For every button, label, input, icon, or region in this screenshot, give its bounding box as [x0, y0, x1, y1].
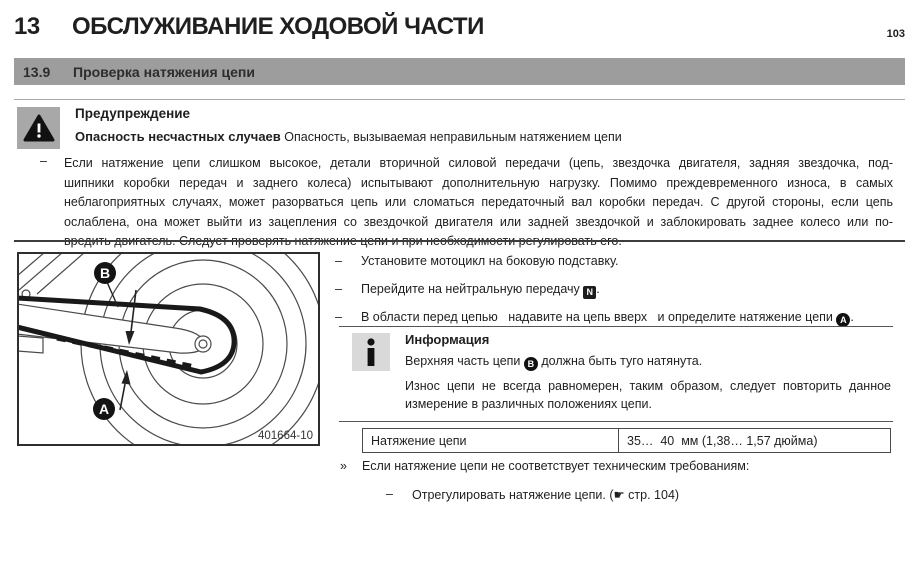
warning-triangle-glyph — [23, 114, 55, 143]
section-title: Проверка натяжения цепи — [73, 63, 255, 80]
instructions-column — [335, 252, 893, 552]
step-neutral-gear — [335, 281, 893, 299]
divider-thin — [14, 99, 905, 100]
warning-line: ослаблена, она может выйти из зацепления со звездочкой двигателя или задней звездочкой и заблокировать заднее колесо или по- — [64, 214, 893, 229]
step-text-after: . — [850, 310, 854, 324]
info-line2b: измерение в различных положениях цепи. — [405, 397, 652, 411]
warning-title: Предупреждение — [75, 106, 191, 121]
neutral-gear-badge: N — [583, 286, 596, 299]
spec-value-cell: 35… 40 мм (1,38… 1,57 дюйма) — [627, 433, 818, 448]
spec-table — [362, 428, 891, 453]
page-number: 103 — [886, 28, 905, 40]
spec-label-cell: Натяжение цепи — [363, 429, 619, 452]
warning-line: Если натяжение цепи слишком высокое, детали вторичной силовой передачи (цепь, звездочка двигателя, задняя звездочка, под- — [64, 156, 893, 170]
step-text — [361, 281, 600, 299]
step-check-tension — [335, 309, 893, 327]
page-reference: (☛ стр. 104) — [605, 488, 680, 502]
action-label: Отрегулировать натяжение цепи. — [412, 488, 606, 502]
chain-diagram — [17, 252, 320, 446]
warning-hazard-label: Опасность несчастных случаев — [75, 129, 281, 144]
warning-line: неблагоприятных случаях, может разорваться цепь или сломаться передаточный вал коробки передач. С другой стороны, если цепь — [64, 195, 893, 209]
info-line2a: Износ цепи не всегда равномерен, таким образом, следует повторить данное — [405, 379, 891, 393]
step-text-before: Перейдите на нейтральную передачу — [361, 282, 584, 296]
step-dash: – — [335, 310, 342, 324]
figure-caption: 401664-10 — [258, 430, 313, 442]
section-number: 13.9 — [23, 63, 51, 80]
warning-triangle-icon — [17, 107, 60, 149]
chain-top-b-badge: B — [524, 357, 538, 371]
info-icon — [352, 333, 390, 371]
warning-paragraph — [64, 154, 893, 252]
label-a-letter: A — [98, 401, 110, 417]
info-box — [339, 326, 893, 422]
section-header-bar — [14, 58, 905, 85]
warning-bullet-dash: – — [40, 154, 47, 168]
step-dash: – — [335, 282, 342, 296]
info-title: Информация — [405, 332, 490, 347]
step-dash: – — [335, 254, 342, 268]
warning-subtitle — [75, 129, 622, 144]
label-b-letter: B — [99, 265, 111, 281]
info-line1-before: Верхняя часть цепи — [405, 354, 524, 368]
result-marker: » — [340, 459, 347, 473]
chapter-title: ОБСЛУЖИВАНИЕ ХОДОВОЙ ЧАСТИ — [72, 13, 484, 40]
step-text-before: В области перед цепью надавите на цепь вверх и определите натяжение цепи — [361, 310, 837, 324]
info-line1-after: должна быть туго натянута. — [537, 354, 703, 368]
step-text — [361, 309, 854, 327]
info-i-glyph — [365, 338, 377, 366]
measurement-a-badge: A — [836, 313, 850, 327]
step-side-stand — [335, 253, 893, 270]
result-condition: Если натяжение цепи не соответствует техническим требованиям: — [362, 459, 750, 473]
action-text — [412, 487, 679, 502]
warning-hazard-text: Опасность, вызываемая неправильным натяжением цепи — [284, 130, 622, 144]
page-header — [14, 13, 905, 41]
divider-thick — [14, 240, 905, 242]
step-text: Установите мотоцикл на боковую подставку. — [361, 254, 619, 268]
chapter-number: 13 — [14, 13, 40, 40]
warning-line: шипники коробки передач и заднего колеса) испытывают дополнительную нагрузку. Помимо преждевременного износа, в самых — [64, 175, 893, 190]
chain-tension-figure — [17, 252, 320, 446]
info-line1 — [405, 354, 702, 371]
step-text-after: . — [596, 282, 600, 296]
action-dash: – — [386, 487, 393, 501]
